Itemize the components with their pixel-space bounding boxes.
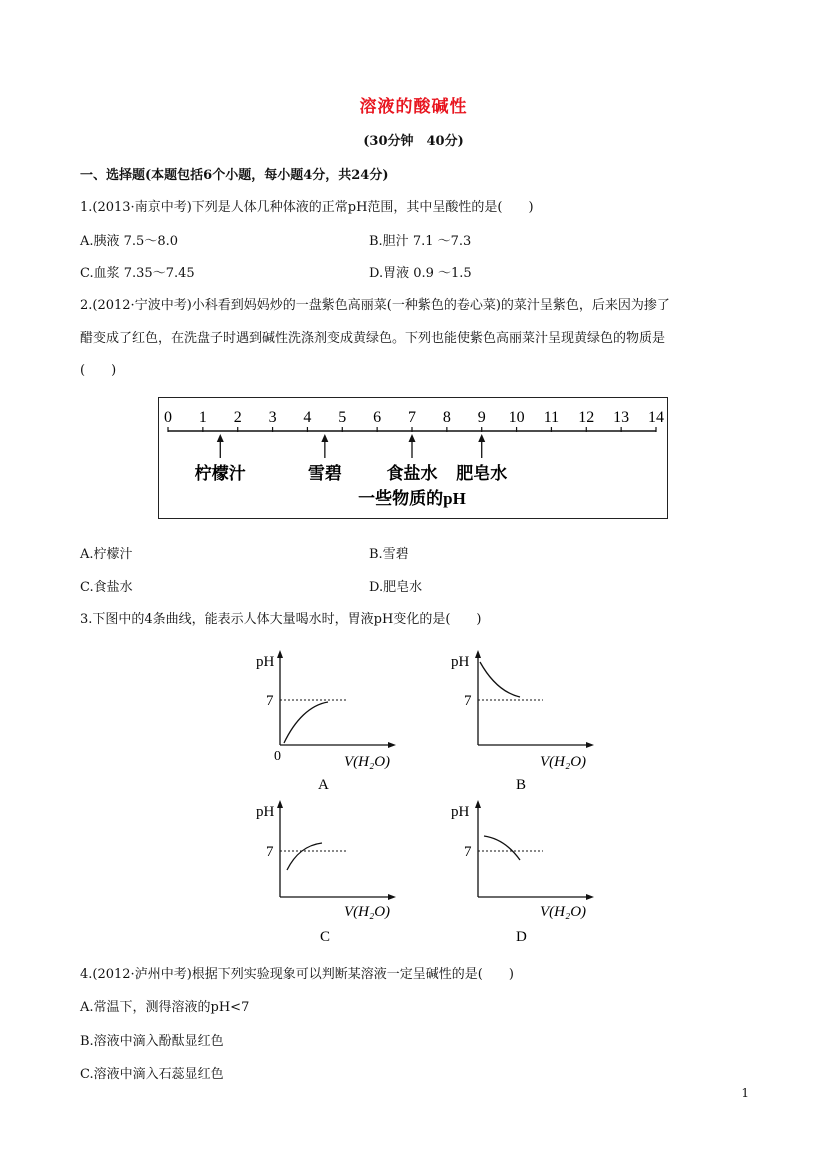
page-title: 溶液的酸碱性	[359, 97, 468, 117]
ph-substance-label: 食盐水	[386, 464, 438, 483]
graph-b-xlabel: V(H₂O)	[540, 754, 587, 770]
graph-c-ref-label: 7	[266, 844, 274, 860]
question-4-stem: 4.(2012·泸州中考)根据下列实验现象可以判断某溶液一定呈碱性的是( )	[80, 967, 514, 982]
ph-scale-tick-label: 2	[233, 409, 242, 426]
q1-option-d: D.胃液 0.9 ～1.5	[369, 266, 472, 281]
graph-c-xlabel: V(H₂O)	[344, 904, 391, 920]
graph-d-xlabel: V(H₂O)	[540, 904, 587, 920]
ph-scale-tick-label: 3	[268, 409, 277, 426]
ph-marker-arrowhead	[478, 434, 485, 442]
graph-a-xlabel: V(H₂O)	[344, 754, 391, 770]
q1-option-a: A.胰液 7.5～8.0	[80, 234, 179, 249]
q1-option-c: C.血浆 7.35～7.45	[80, 266, 195, 281]
question-2-stem-line3: ( )	[80, 363, 117, 378]
ph-scale-tick-label: 4	[303, 409, 312, 426]
q4-option-b: B.溶液中滴入酚酞显红色	[80, 1034, 224, 1049]
ph-scale-tick-label: 5	[338, 409, 347, 426]
graph-c	[250, 798, 400, 946]
q4-option-a: A.常温下，测得溶液的pH<7	[80, 1000, 250, 1015]
q2-option-c: C.食盐水	[80, 580, 133, 595]
q4-option-c: C.溶液中滴入石蕊显红色	[80, 1067, 224, 1082]
ph-scale-svg	[159, 398, 666, 517]
ph-scale-figure	[158, 397, 668, 519]
graph-d-letter: D	[516, 929, 527, 945]
q1-option-b: B.胆汁 7.1 ～7.3	[369, 234, 472, 249]
graph-c-ylabel: pH	[256, 804, 275, 820]
graph-b-ref-label: 7	[464, 693, 472, 709]
ph-scale-tick-label: 10	[508, 409, 525, 426]
graph-a-ref-label: 7	[266, 693, 274, 709]
graph-c-letter: C	[320, 929, 331, 945]
ph-marker-arrowhead	[321, 434, 328, 442]
page-subtitle: (30分钟 40分)	[363, 134, 464, 149]
graph-d-ref-label: 7	[464, 844, 472, 860]
graph-d	[448, 798, 598, 946]
ph-substance-label: 肥皂水	[456, 464, 508, 483]
ph-marker-arrowhead	[409, 434, 416, 442]
question-2-stem-line1: 2.(2012·宁波中考)小科看到妈妈炒的一盘紫色高丽菜(一种紫色的卷心菜)的菜汁呈紫色，后来因为掺了	[80, 298, 670, 313]
question-1-stem: 1.(2013·南京中考)下列是人体几种体液的正常pH范围，其中呈酸性的是( )	[80, 200, 534, 215]
ph-scale-tick-label: 11	[543, 409, 560, 426]
q2-option-d: D.肥皂水	[369, 580, 423, 595]
ph-scale-tick-label: 6	[373, 409, 382, 426]
ph-scale-tick-label: 8	[442, 409, 451, 426]
ph-scale-tick-label: 7	[408, 409, 416, 426]
ph-scale-tick-label: 12	[578, 409, 595, 426]
graph-a	[250, 648, 400, 796]
graph-d-ylabel: pH	[451, 804, 470, 820]
q2-option-b: B.雪碧	[369, 547, 409, 562]
q2-option-a: A.柠檬汁	[80, 547, 133, 562]
section-heading: 一、选择题(本题包括6个小题，每小题4分，共24分)	[80, 168, 389, 183]
ph-scale-tick-label: 14	[648, 409, 664, 426]
ph-marker-arrowhead	[217, 434, 224, 442]
question-2-stem-line2: 醋变成了红色，在洗盘子时遇到碱性洗涤剂变成黄绿色。下列也能使紫色高丽菜汁呈现黄绿色的物质是	[80, 331, 666, 346]
page-number: 1	[741, 1086, 749, 1100]
graph-b	[448, 648, 598, 796]
graph-a-letter: A	[318, 777, 329, 793]
graph-b-letter: B	[516, 777, 527, 793]
ph-scale-tick-label: 0	[164, 409, 172, 426]
ph-scale-tick-label: 1	[198, 409, 207, 426]
graph-a-origin-label: 0	[274, 749, 281, 764]
graph-b-ylabel: pH	[451, 654, 470, 670]
ph-scale-tick-label: 13	[613, 409, 630, 426]
question-3-stem: 3.下图中的4条曲线，能表示人体大量喝水时，胃液pH变化的是( )	[80, 612, 482, 627]
ph-scale-caption: 一些物质的pH	[358, 489, 466, 508]
ph-scale-tick-label: 9	[477, 409, 486, 426]
ph-substance-label: 雪碧	[307, 464, 342, 483]
graph-a-ylabel: pH	[256, 654, 275, 670]
ph-substance-label: 柠檬汁	[194, 464, 246, 483]
